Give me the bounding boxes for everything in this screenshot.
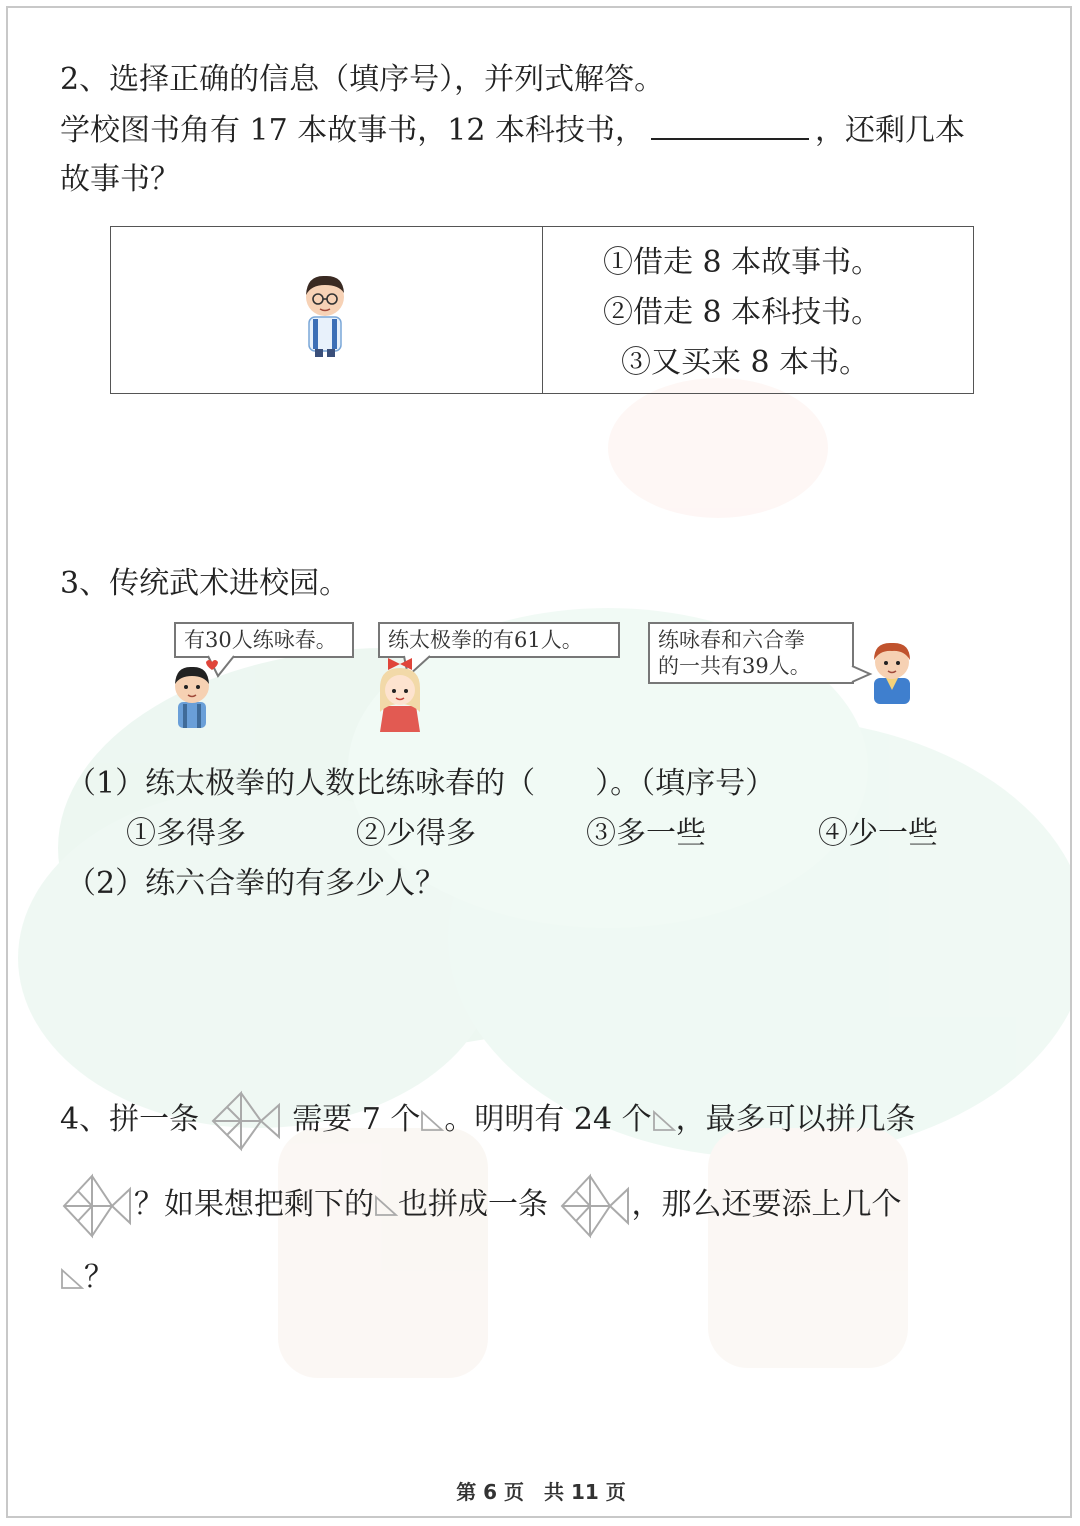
q3-choice-2[interactable]: ②少得多 xyxy=(356,816,476,851)
speech-bubble-3-line1: 练咏春和六合拳 xyxy=(658,628,805,652)
q4-line3 xyxy=(60,1258,114,1298)
fish-shape-icon xyxy=(209,1089,283,1153)
boy-red-hair-icon xyxy=(864,636,920,706)
boy-with-glasses-icon xyxy=(295,269,355,359)
speech-bubble-1: 有30人练咏春。 xyxy=(174,622,354,658)
q4-line2 xyxy=(60,1170,902,1241)
triangle-piece-icon xyxy=(60,1268,84,1290)
q4-part5: ？如果想把剩下的 xyxy=(134,1187,374,1222)
fish-shape-icon xyxy=(60,1171,134,1241)
q4-part1: 4、拼一条 xyxy=(60,1102,200,1137)
q2-line2: 故事书？ xyxy=(60,162,180,197)
q4-part7: ，那么还要添上几个 xyxy=(631,1187,902,1222)
q3-choice-1[interactable]: ①多得多 xyxy=(126,816,246,851)
page-footer: 第 6 页 共 11 页 xyxy=(456,1480,626,1504)
q2-option-2: ②借走 8 本科技书。 xyxy=(603,295,882,330)
q2-table-left-cell xyxy=(111,227,543,393)
speech-bubble-2: 练太极拳的有61人。 xyxy=(378,622,620,658)
fish-shape-icon xyxy=(558,1171,632,1241)
q3-sub2: （2）练六合拳的有多少人？ xyxy=(66,866,446,901)
q4-part3: 。明明有 24 个 xyxy=(444,1102,652,1137)
q4-part2: 需要 7 个 xyxy=(292,1102,421,1137)
q3-choice-4[interactable]: ④少一些 xyxy=(818,816,938,851)
q2-option-3: ③又买来 8 本书。 xyxy=(621,345,870,380)
triangle-piece-icon xyxy=(374,1195,398,1217)
q3-title: 3、传统武术进校园。 xyxy=(60,566,350,601)
q2-line1-before: 学校图书角有 17 本故事书，12 本科技书， xyxy=(60,113,645,148)
q2-line1 xyxy=(60,110,965,151)
q3-choice-3[interactable]: ③多一些 xyxy=(586,816,706,851)
girl-icon xyxy=(372,656,428,736)
q2-table-right-cell xyxy=(543,227,973,393)
q3-sub1: （1）练太极拳的人数比练咏春的（ ）。（填序号） xyxy=(66,766,776,801)
q2-option-1: ①借走 8 本故事书。 xyxy=(603,245,882,280)
boy-icon xyxy=(166,656,218,736)
q2-info-table xyxy=(110,226,974,394)
q4-line1 xyxy=(60,1088,916,1153)
triangle-piece-icon xyxy=(420,1110,444,1132)
q2-title: 2、选择正确的信息（填序号），并列式解答。 xyxy=(60,62,665,97)
worksheet-page xyxy=(6,6,1072,1518)
q2-answer-blank[interactable] xyxy=(651,110,809,140)
q2-line1-after: ，还剩几本 xyxy=(814,113,965,148)
triangle-piece-icon xyxy=(652,1110,676,1132)
q4-part6: 也拼成一条 xyxy=(398,1187,548,1222)
q4-part8: ？ xyxy=(84,1260,114,1295)
q4-part4: ，最多可以拼几条 xyxy=(675,1102,916,1137)
speech-bubble-3-line2: 的一共有39人。 xyxy=(658,654,811,678)
